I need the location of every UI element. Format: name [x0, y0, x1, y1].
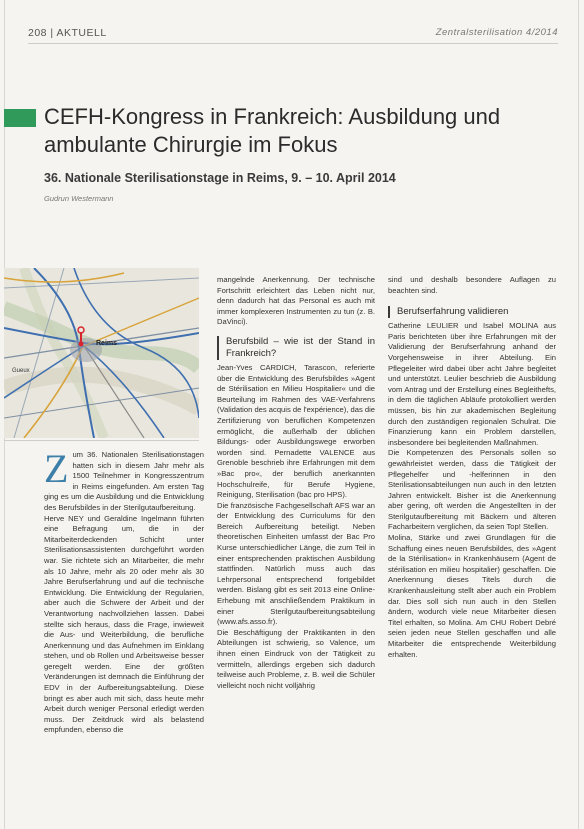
article-title: CEFH-Kongress in Frankreich: Ausbildung und ambulante Chirurgie im Fokus: [44, 104, 501, 157]
map-graphic: [4, 268, 199, 438]
page-edge-right: [578, 0, 579, 829]
journal-name: Zentralsterilisation 4/2014: [435, 27, 558, 38]
header-rule: [28, 43, 558, 44]
map-divider: [4, 440, 199, 441]
paragraph: Molina, Stärke und zwei Grundlagen für die Schaffung eines neuen Berufsbildes, des »Agent de la Stérilisation« in Krankenhäusern (Agent de stérilisation en milieu hospitalier) geschaffen. Die Anerkennung dieses Titels durch die Krankenhausleitung stellt aber auch ein Problem dar. Dies soll sich nun auch in den Stellen ändern, wodurch viele neue Mitarbeiter diesen Titel erhalten, so Molina. Am CHU Robert Debré seien jeden neue Stellen geschaffen und alle Mitarbeiter die entsprechende Weiterbildung erhalten.: [388, 533, 556, 659]
page-section: 208 | AKTUELL: [28, 27, 107, 39]
map-image: [4, 268, 199, 438]
paragraph: Herve NEY und Geraldine Ingelmann führten eine Befragung um, die in der Mitarbeiterdeckenden Schicht unter Sterilisationsassistenten durchgeführt worden war. Sie richtete sich an Mitarbeiter, die mehr als 10 Jahre, mehr als 20 oder mehr als 30 Jahre Berufserfahrung und auf die technische Entwicklung. Die Entwicklung der Regularien, aber auch die Schwere der Arbeit und der Verantwortung nachvollziehen lassen. Dabei stellte sich heraus, dass die Frage, inwieweit die Aus- und Weiterbildung, die berufliche Anerkennung und das Aufnehmen im Einklang stehen, und ob Rollen und Arbeitsweise besser geregelt werden. Eine der größten Veränderungen ist demnach die Einführung der EDV in der Aufbereitungsabteilung. Diese bringt es aber auch mit sich, dass heute mehr Arbeit durch weniger Personal erledigt werden muss. Der Zeitdruck wird als belastend empfunden, ebenso die: [44, 513, 204, 735]
article-author: Gudrun Westermann: [44, 194, 114, 203]
paragraph: Die Kompetenzen des Personals sollen so gewährleistet werden, dass die Tätigkeit der Pflegehelfer und -helferinnen in den Sterilisationsabteilungen nun auch in den letzten Jahren entwickelt. Bisher ist die Anerkennung aber gering, oft werden die Angestellten in der Sterilgutaufbereitung mit Bäckern und älteren Facharbeitern verglichen, da seien Top! Stellen.: [388, 448, 556, 532]
paragraph: Catherine LEULIER und Isabel MOLINA aus Paris berichteten über ihre Erfahrungen mit der Validierung der Berufserfahrung anhand der Vorgehensweise in ihrer Abteilung. Ein Pflegeleiter wird dabei über acht Jahre begleitet und unterstützt. Leulier beschrieb die Ausbildung vom Antrag und der Erstellung eines Begleithefts, in dem die täglichen Abläufe protokolliert werden müssen, bis hin zur akademischen Begleitung durch den zuständigen regionalen Schulrat. Die Finanzierung kann ein Problem darstellen, insbesondere bei begleitenden Maßnahmen.: [388, 321, 556, 447]
map-label-reims: Reims: [96, 340, 118, 347]
paragraph: Die französische Fachgesellschaft AFS war an der Entwicklung des Curriculums für den Bereich Aufbereitung beteiligt. Neben theoretischen Einheiten umfasst der Bac Pro Kurse unterschiedlicher Länge, die zum Teil in einer entsprechenden praktischen Ausbildung stattfinden. Natürlich muss auch das Lehrpersonal entsprechend fortgebildet werden. Bislang gibt es seit 2013 eine Online-Erhebung mit anschließendem Praktikum in einer Sterilgutaufbereitungsabteilung (www.afs.asso.fr).: [217, 500, 375, 627]
dropcap: Z: [44, 450, 69, 491]
article-subtitle: 36. Nationale Sterilisationstage in Reims, 9. – 10. April 2014: [44, 171, 396, 185]
paragraph: mangelnde Anerkennung. Der technische Fortschritt erleichtert das Leben nicht nur, denn dadurch hat das Personal es auch mit immer komplexeren Instrumenten zu tun (z. B. DaVinci).: [217, 275, 375, 327]
paragraph: um 36. Nationalen Sterilisationstagen hatten sich in diesem Jahr mehr als 1500 Teilnehmer in Kongresszentrum in Reims eingefunden. Am ersten Tag ging es um die Ausbildung und die Entwicklung des Berufsbildes in der Sterilgutaufbereitung.: [44, 450, 204, 512]
paragraph: Die Beschäftigung der Praktikanten in den Abteilungen ist schwierig, so Valence, um ihnen einen Eindruck von der Tätigkeit zu vermitteln, allerdings ergeben sich dadurch teilweise auch Probleme, z. B. weil die Schüler vielleicht noch nicht volljährig: [217, 627, 375, 690]
running-header: [28, 27, 558, 41]
title-marker: [4, 109, 36, 127]
map-label-gueux: Gueux: [12, 368, 30, 374]
column-3: [388, 275, 556, 660]
section-heading: Berufsbild – wie ist der Stand in Frankreich?: [217, 336, 375, 360]
paragraph: sind und deshalb besondere Auflagen zu beachten sind.: [388, 275, 556, 295]
section-heading: Berufserfahrung validieren: [388, 306, 556, 318]
column-1: [44, 450, 204, 736]
column-2: [217, 275, 375, 691]
paragraph: Jean-Yves CARDICH, Tarascon, referierte über die Entwicklung des Berufsbildes »Agent de Stérilisation en Milieu Hospitalier« und die Beurteilung im Rahmen des VAE-Verfahrens (Validation des acquis de l'expérience), das die Zertifizierung von beruflichen Kompetenzen ermöglicht, die außerhalb der üblichen Bildungs- oder Ausbildungswege erworben worden sind. Pernadette VALENCE aus Grenoble beschrieb ihre Erfahrungen mit dem »Bac pro«, der beruflich anerkannten Hochschulreife, für Berufe Hygiene, Reinigung, Sterilisation (bac pro HPS).: [217, 362, 375, 500]
